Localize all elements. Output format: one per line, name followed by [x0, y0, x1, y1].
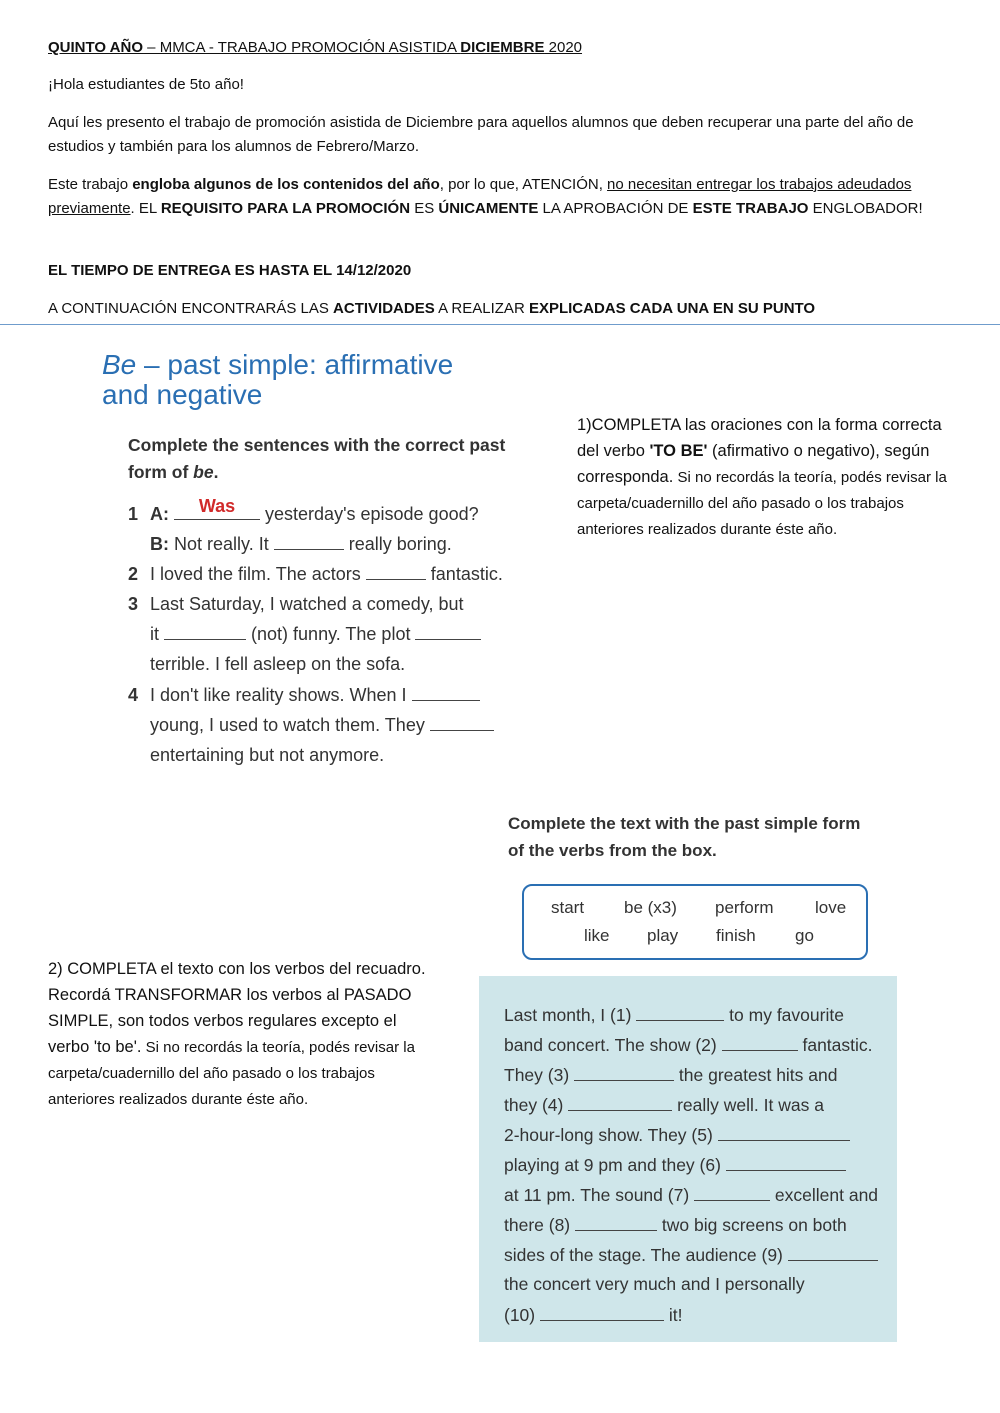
exercise-3-line-3: terrible. I fell asleep on the sofa.	[150, 654, 406, 674]
text-line: at 11 pm. The sound (7) excellent and	[504, 1185, 879, 1205]
verb-item: like	[584, 926, 610, 945]
exercise-4-line-2: young, I used to watch them. They	[150, 710, 494, 740]
text-line: the concert very much and I personally	[504, 1274, 805, 1294]
requirements-paragraph: Este trabajo engloba algunos de los contenidos del año, por lo que, ATENCIÓN, no necesitan entregar los trabajos adeudados previamente. EL REQUISITO PARA LA PROMOCIÓN ES ÚNICAMENTE LA APROBACIÓN DE ESTE TRABAJO ENGLOBADOR!	[48, 176, 923, 217]
verb-item: go	[795, 926, 814, 945]
answer-blank-4[interactable]	[164, 623, 246, 640]
verb-box	[522, 884, 868, 960]
section1-spanish-instructions: 1)COMPLETA las oraciones con la forma correcta del verbo 'TO BE' (afirmativo o negativo), según corresponda. Si no recordás la teoría, podés revisar la carpeta/cuadernillo del año pasado o los trabajos anteriores realizados durante éste año.	[577, 416, 947, 538]
deadline: EL TIEMPO DE ENTREGA ES HASTA EL 14/12/2020	[48, 262, 412, 279]
greeting: ¡Hola estudiantes de 5to año!	[48, 76, 244, 93]
text-line: band concert. The show (2) fantastic.	[504, 1035, 873, 1055]
exercise-4-line-3: entertaining but not anymore.	[150, 745, 385, 765]
exercise-3-line-1: 3 Last Saturday, I watched a comedy, but	[128, 594, 464, 614]
text-blank-10[interactable]	[540, 1304, 664, 1321]
text-line: sides of the stage. The audience (9)	[504, 1244, 878, 1266]
text-blank-8[interactable]	[575, 1214, 657, 1231]
text-blank-6[interactable]	[726, 1154, 846, 1171]
text-blank-1[interactable]	[636, 1004, 724, 1021]
verb-item: play	[647, 926, 679, 945]
answer-blank-3[interactable]	[366, 563, 426, 580]
text-blank-2[interactable]	[722, 1034, 798, 1051]
verb-item: finish	[716, 926, 756, 945]
doc-title: QUINTO AÑO – MMCA - TRABAJO PROMOCIÓN ASISTIDA DICIEMBRE 2020	[48, 39, 583, 56]
answer-blank-1[interactable]: Was	[174, 503, 260, 520]
activities-intro: A CONTINUACIÓN ENCONTRARÁS LAS ACTIVIDADES A REALIZAR EXPLICADAS CADA UNA EN SU PUNTO	[48, 300, 816, 317]
text-completion-box	[479, 976, 897, 1342]
exercise-2: 2 I loved the film. The actors fantastic.	[128, 564, 503, 584]
answer-blank-5[interactable]	[415, 623, 481, 640]
section2-instruction: Complete the text with the past simple form of the verbs from the box.	[508, 814, 861, 860]
section1-instruction: Complete the sentences with the correct past form of be.	[128, 435, 506, 482]
text-blank-9[interactable]	[788, 1244, 878, 1261]
answer-blank-7[interactable]	[430, 714, 494, 731]
intro-paragraph: Aquí les presento el trabajo de promoción asistida de Diciembre para aquellos alumnos que deben recuperar una parte del año de estudios y también para los alumnos de Febrero/Marzo.	[48, 114, 914, 155]
divider	[0, 324, 1000, 325]
verb-item: start	[551, 898, 585, 917]
exercise-4-line-1: 4 I don't like reality shows. When I	[128, 680, 480, 710]
text-blank-7[interactable]	[694, 1184, 770, 1201]
section1-title: Be – past simple: affirmative and negative	[102, 349, 454, 410]
text-blank-4[interactable]	[568, 1094, 672, 1111]
verb-item: be (x3)	[624, 898, 677, 917]
text-line: they (4) really well. It was a	[504, 1095, 824, 1115]
answer-blank-2[interactable]	[274, 533, 344, 550]
text-line: They (3) the greatest hits and	[504, 1065, 838, 1085]
exercise-1-line-a: 1 A: Was yesterday's episode good?	[128, 496, 479, 524]
text-line: (10) it!	[504, 1305, 683, 1325]
text-blank-5[interactable]	[718, 1124, 850, 1141]
text-line: Last month, I (1) to my favourite	[504, 1005, 844, 1025]
verb-item: perform	[715, 898, 774, 917]
text-line: 2-hour-long show. They (5)	[504, 1124, 850, 1146]
section2-spanish-instructions: 2) COMPLETA el texto con los verbos del recuadro. Recordá TRANSFORMAR los verbos al PASADO SIMPLE, son todos verbos regulares excepto el verbo 'to be'. Si no recordás la teoría, podés revisar la carpeta/cuadernillo del año pasado o los trabajos anteriores realizados durante éste año.	[48, 960, 426, 1108]
text-line: there (8) two big screens on both	[504, 1215, 847, 1235]
exercise-3-line-2: it (not) funny. The plot	[150, 619, 481, 649]
text-line: playing at 9 pm and they (6)	[504, 1154, 846, 1176]
exercise-1-line-b: B: Not really. It really boring.	[150, 534, 452, 554]
text-blank-3[interactable]	[574, 1064, 674, 1081]
verb-item: love	[815, 898, 847, 917]
answer-blank-6[interactable]	[412, 684, 480, 701]
